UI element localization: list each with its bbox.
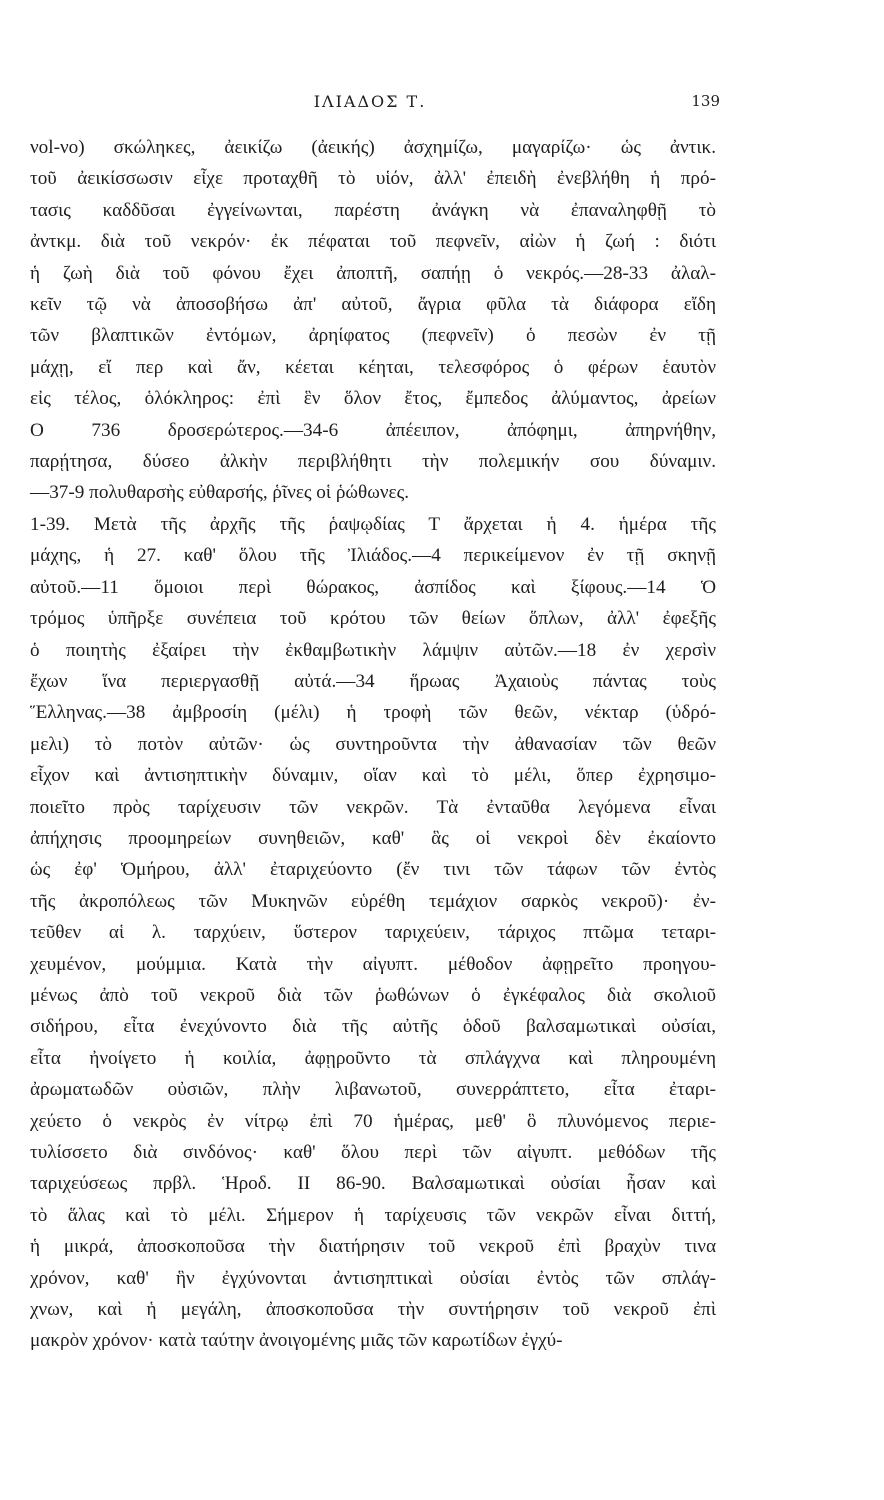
text-line: ὡς ἐφ' Ὁμήρου, ἀλλ' ἐταριχεύοντο (ἔν τινι τῶν τάφων τῶν ἐντὸς [30,859,716,881]
text-line: κεῖν τῷ νὰ ἀποσοβήσω ἀπ' αὐτοῦ, ἄγρια φῦλα τὰ διάφορα εἴδη [30,294,716,316]
text-line: μάχῃ, εἴ περ καὶ ἄν, κέεται κέηται, τελεσφόρος ὁ φέρων ἑαυτὸν [30,356,716,378]
text-line: σιδήρου, εἶτα ἐνεχύνοντο διὰ τῆς αὐτῆς ὁδοῦ βαλσαμωτικαὶ οὐσίαι, [30,1016,716,1038]
running-head [30,92,720,122]
running-head-title: ΙΛΙΑΔΟΣ Τ. [313,92,427,111]
text-line: ἀρωματωδῶν οὐσιῶν, πλὴν λιβανωτοῦ, συνερράπτετο, εἶτα ἐταρι- [30,1079,716,1101]
text-line: ἔχων ἵνα περιεργασθῇ αὐτά.—34 ἥρωας Ἀχαιοὺς πάντας τοὺς [30,670,716,692]
text-line: χρόνον, καθ' ἣν ἐγχύνονται ἀντισηπτικαὶ οὐσίαι ἐντὸς τῶν σπλάγ- [30,1267,716,1289]
text-line: χευμένον, μούμμια. Κατὰ τὴν αἰγυπτ. μέθοδον ἀφῃρεῖτο προηγου- [30,953,716,975]
text-line: τῶν βλαπτικῶν ἐντόμων, ἀρηίφατος (πεφνεῖν) ὁ πεσὼν ἐν τῇ [30,325,716,347]
text-line: μακρὸν χρόνον· κατὰ ταύτην ἀνοιγομένης μιᾶς τῶν καρωτίδων ἐγχύ- [30,1330,563,1352]
text-line: χεύετο ὁ νεκρὸς ἐν νίτρῳ ἐπὶ 70 ἡμέρας, μεθ' ὃ πλυνόμενος περιε- [30,1110,716,1132]
section-start-line: 1-39. Μετὰ τῆς ἀρχῆς τῆς ῥαψῳδίας Τ ἄρχεται ἡ 4. ἡμέρα τῆς [30,513,716,535]
commentary-text [30,132,716,1357]
text-line: τὸ ἅλας καὶ τὸ μέλι. Σήμερον ἡ ταρίχευσις τῶν νεκρῶν εἶναι διττή, [30,1204,716,1226]
text-line: νοl-νο) σκώληκες, ἀεικίζω (ἀεικής) ἀσχημίζω, μαγαρίζω· ὡς ἀντικ. [30,137,716,158]
text-line: Ἕλληνας.—38 ἀμβροσίη (μέλι) ἡ τροφὴ τῶν θεῶν, νέκταρ (ὑδρό- [30,702,716,724]
text-line: ἡ μικρά, ἀποσκοποῦσα τὴν διατήρησιν τοῦ νεκροῦ ἐπὶ βραχὺν τινα [30,1236,716,1258]
text-line: μελι) τὸ ποτὸν αὐτῶν· ὡς συντηροῦντα τὴν ἀθανασίαν τῶν θεῶν [30,733,716,755]
page-number: 139 [691,92,720,110]
text-line: τασις καδδῦσαι ἐγγείνωνται, παρέστη ἀνάγκη νὰ ἐπαναληφθῇ τὸ [30,199,716,221]
text-line: Ο 736 δροσερώτερος.—34-6 ἀπέειπον, ἀπόφημι, ἀπηρνήθην, [30,419,716,441]
text-line: τεῦθεν αἱ λ. ταρχύειν, ὕστερον ταριχεύειν, τάριχος πτῶμα τεταρι- [30,922,716,944]
text-line: τρόμος ὑπῆρξε συνέπεια τοῦ κρότου τῶν θείων ὅπλων, ἀλλ' ἐφεξῆς [30,608,716,630]
text-line: ταριχεύσεως πρβλ. Ἡροδ. ΙΙ 86-90. Βαλσαμωτικαὶ οὐσίαι ἦσαν καὶ [30,1173,716,1195]
text-line: παρῄτησα, δύσεο ἀλκὴν περιβλήθητι τὴν πολεμικήν σου δύναμιν. [30,451,716,473]
text-line: —37-9 πολυθαρσὴς εὐθαρσής, ῥῖνες οἱ ῥώθωνες. [30,482,409,504]
text-line: μάχης, ἡ 27. καθ' ὅλου τῆς Ἰλιάδος.—4 περικείμενον ἐν τῇ σκηνῇ [30,545,716,567]
text-line: εἰς τέλος, ὁλόκληρος: ἐπὶ ἓν ὅλον ἔτος, ἔμπεδος ἀλύμαντος, ἀρείων [30,388,716,410]
text-line: εἶτα ἠνοίγετο ἡ κοιλία, ἀφῃροῦντο τὰ σπλάγχνα καὶ πληρουμένη [30,1047,716,1069]
text-line: τῆς ἀκροπόλεως τῶν Μυκηνῶν εὑρέθη τεμάχιον σαρκὸς νεκροῦ)· ἐν- [30,890,716,912]
text-line: ἀπήχησις προομηρείων συνηθειῶν, καθ' ἃς οἱ νεκροὶ δὲν ἐκαίοντο [30,827,716,849]
text-line: ἀντκμ. διὰ τοῦ νεκρόν· ἐκ πέφαται τοῦ πεφνεῖν, αἰὼν ἡ ζωή : διότι [30,231,716,253]
text-line: εἶχον καὶ ἀντισηπτικὴν δύναμιν, οἵαν καὶ τὸ μέλι, ὅπερ ἐχρησιμο- [30,765,716,787]
text-line: χνων, καὶ ἡ μεγάλη, ἀποσκοποῦσα τὴν συντήρησιν τοῦ νεκροῦ ἐπὶ [30,1299,716,1321]
text-line: ποιεῖτο πρὸς ταρίχευσιν τῶν νεκρῶν. Τὰ ἐνταῦθα λεγόμενα εἶναι [30,796,716,818]
text-line: τοῦ ἀεικίσσωσιν εἶχε προταχθῆ τὸ υἱόν, ἀλλ' ἐπειδὴ ἐνεβλήθη ἡ πρό- [30,168,716,190]
text-line: τυλίσσετο διὰ σινδόνος· καθ' ὅλου περὶ τῶν αἰγυπτ. μεθόδων τῆς [30,1142,716,1163]
text-line: ὁ ποιητὴς ἐξαίρει τὴν ἐκθαμβωτικὴν λάμψιν αὐτῶν.—18 ἐν χερσὶν [30,639,716,661]
text-line: αὐτοῦ.—11 ὅμοιοι περὶ θώρακος, ἀσπίδος καὶ ξίφους.—14 Ὁ [30,576,716,598]
text-line: ἡ ζωὴ διὰ τοῦ φόνου ἔχει ἀποπτῆ, σαπήῃ ὁ νεκρός.—28-33 ἀλαλ- [30,262,716,284]
text-line: μένως ἀπὸ τοῦ νεκροῦ διὰ τῶν ῥωθώνων ὁ ἐγκέφαλος διὰ σκολιοῦ [30,984,716,1006]
